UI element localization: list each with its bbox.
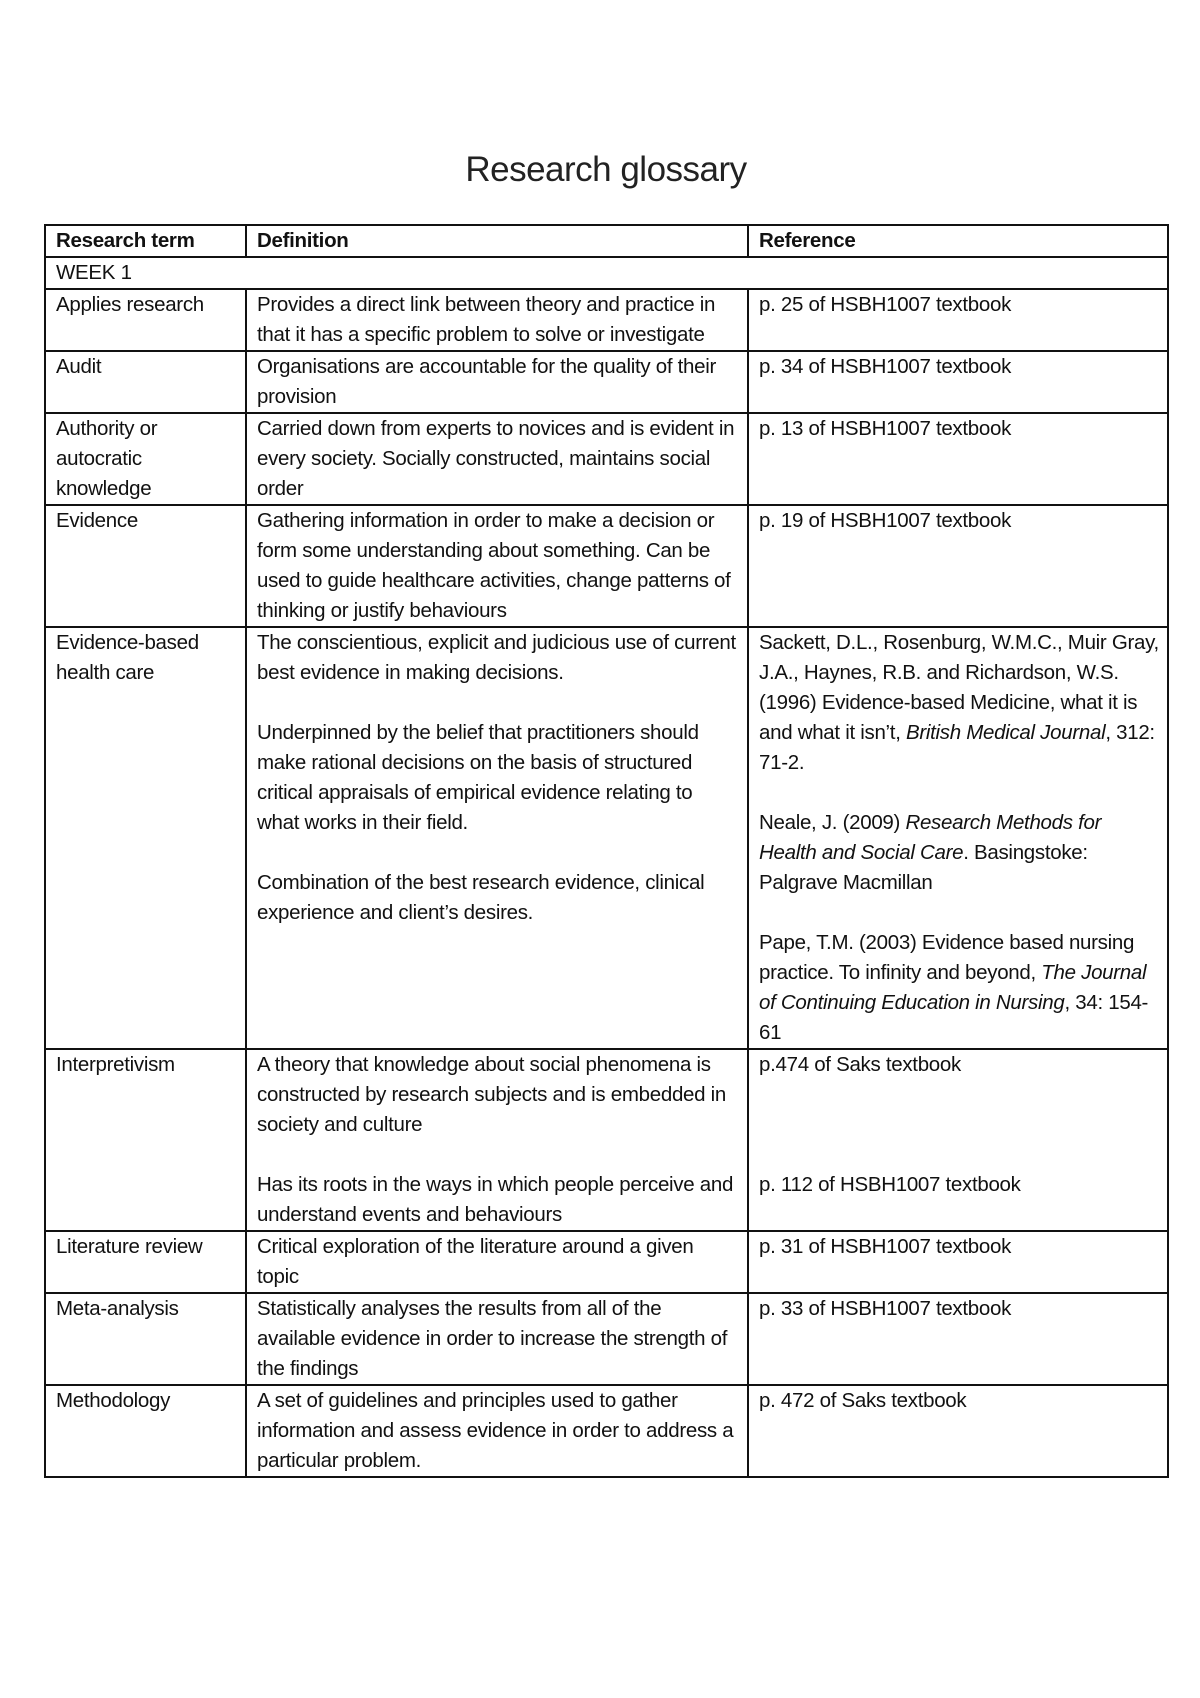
definition-cell: [246, 413, 748, 505]
reference-cell: [748, 289, 1168, 351]
citation-source: British Medical Journal: [906, 721, 1106, 744]
term-cell: Methodology: [45, 1385, 246, 1477]
citation-text: , 34: 154-61: [759, 991, 1149, 1044]
citation-text: Neale, J. (2009): [759, 811, 906, 834]
term-cell: Evidence-based health care: [45, 627, 246, 1049]
reference-cell: [748, 1385, 1168, 1477]
column-header-reference: Reference: [748, 225, 1168, 257]
reference-citation: [759, 628, 1159, 778]
term-cell: Meta-analysis: [45, 1293, 246, 1385]
term-cell: Applies research: [45, 289, 246, 351]
table-row: [45, 1049, 1168, 1231]
term-cell: Literature review: [45, 1231, 246, 1293]
reference-citation: [759, 928, 1159, 1048]
definition-text: A theory that knowledge about social phenomena is constructed by research subjects and is embedded in society and culture: [257, 1053, 727, 1136]
reference-text: p. 33 of HSBH1007 textbook: [759, 1297, 1012, 1320]
definition-text: Gathering information in order to make a decision or form some understanding about something. Can be used to guide healthcare activities, change patterns of thinking or justify behaviours: [257, 509, 731, 622]
citation-text: , 312: 71-2.: [759, 721, 1155, 774]
term-cell: Audit: [45, 351, 246, 413]
citation-source: The Journal of Continuing Education in Nursing: [759, 961, 1147, 1014]
definition-text: A set of guidelines and principles used to gather information and assess evidence in order to address a particular problem.: [257, 1389, 734, 1472]
table-row: [45, 1293, 1168, 1385]
definition-text: The conscientious, explicit and judicious use of current best evidence in making decisions.: [257, 631, 736, 684]
citation-text: . Basingstoke: Palgrave Macmillan: [759, 841, 1088, 894]
glossary-table: [44, 224, 1169, 1478]
definition-cell: [246, 1385, 748, 1477]
table-row: [45, 351, 1168, 413]
table-header-row: [45, 225, 1168, 257]
citation-source: Research Methods for Health and Social Care: [759, 811, 1102, 864]
table-row: [45, 627, 1168, 1049]
section-label: WEEK 1: [45, 257, 1168, 289]
definition-text: Carried down from experts to novices and is evident in every society. Socially constructed, maintains social order: [257, 417, 735, 500]
table-row: [45, 289, 1168, 351]
reference-text: p. 31 of HSBH1007 textbook: [759, 1235, 1012, 1258]
definition-text: Statistically analyses the results from all of the available evidence in order to increase the strength of the findings: [257, 1297, 728, 1380]
definition-cell: [246, 1049, 748, 1231]
table-row: [45, 1385, 1168, 1477]
definition-text: Organisations are accountable for the quality of their provision: [257, 355, 716, 408]
section-row: [45, 257, 1168, 289]
reference-text: p. 472 of Saks textbook: [759, 1389, 967, 1412]
definition-cell: [246, 505, 748, 627]
citation-text: Sackett, D.L., Rosenburg, W.M.C., Muir Gray, J.A., Haynes, R.B. and Richardson, W.S. (1996) Evidence-based Medicine, what it is and what it isn’t,: [759, 631, 1159, 744]
reference-cell: [748, 413, 1168, 505]
reference-cell: [748, 1231, 1168, 1293]
reference-cell: [748, 505, 1168, 627]
citation-text: Pape, T.M. (2003) Evidence based nursing practice. To infinity and beyond,: [759, 931, 1135, 984]
reference-text: p. 112 of HSBH1007 textbook: [759, 1173, 1021, 1196]
definition-cell: [246, 1293, 748, 1385]
definition-cell: [246, 627, 748, 1049]
definition-text: Combination of the best research evidence, clinical experience and client’s desires.: [257, 871, 705, 924]
column-header-term: Research term: [45, 225, 246, 257]
column-header-definition: Definition: [246, 225, 748, 257]
table-row: [45, 1231, 1168, 1293]
definition-text: Critical exploration of the literature around a given topic: [257, 1235, 694, 1288]
reference-text: p. 19 of HSBH1007 textbook: [759, 509, 1012, 532]
definition-text: Has its roots in the ways in which people perceive and understand events and behaviours: [257, 1173, 734, 1226]
definition-text: Underpinned by the belief that practitioners should make rational decisions on the basis of structured critical appraisals of empirical evidence relating to what works in their field.: [257, 721, 699, 834]
page-title: Research glossary: [465, 150, 747, 189]
reference-cell: [748, 351, 1168, 413]
definition-cell: [246, 289, 748, 351]
definition-text: Provides a direct link between theory and practice in that it has a specific problem to solve or investigate: [257, 293, 716, 346]
reference-citation: [759, 808, 1159, 898]
reference-cell: [748, 627, 1168, 1049]
reference-text: p. 34 of HSBH1007 textbook: [759, 355, 1012, 378]
term-cell: Authority or autocratic knowledge: [45, 413, 246, 505]
term-cell: Evidence: [45, 505, 246, 627]
table-row: [45, 505, 1168, 627]
table-row: [45, 413, 1168, 505]
definition-cell: [246, 351, 748, 413]
term-cell: Interpretivism: [45, 1049, 246, 1231]
definition-cell: [246, 1231, 748, 1293]
reference-cell: [748, 1293, 1168, 1385]
reference-cell: [748, 1049, 1168, 1231]
reference-text: p.474 of Saks textbook: [759, 1053, 961, 1076]
reference-text: p. 13 of HSBH1007 textbook: [759, 417, 1012, 440]
reference-text: p. 25 of HSBH1007 textbook: [759, 293, 1012, 316]
